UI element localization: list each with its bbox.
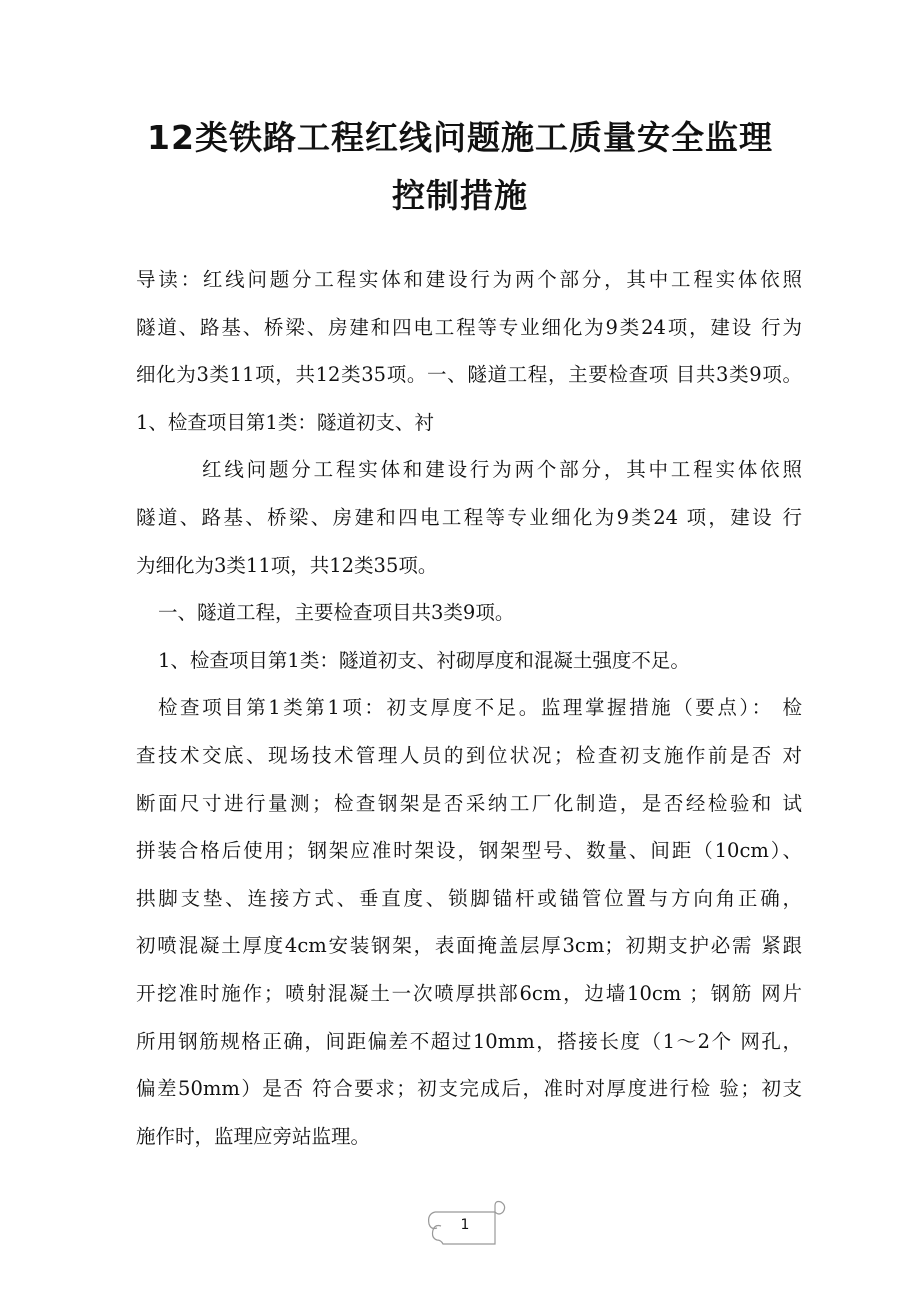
paragraph-line: 隧道、路基、桥梁、房建和四电工程等专业细化为9类24项，建设 行为 xyxy=(136,315,802,339)
paragraph-line: 所用钢筋规格正确，间距偏差不超过10mm，搭接长度（1～2个 网孔， xyxy=(136,1029,802,1053)
paragraph-line: 为细化为3类11项，共12类35项。 xyxy=(136,553,438,577)
paragraph-line: 红线问题分工程实体和建设行为两个部分，其中工程实体依照 xyxy=(202,458,802,482)
paragraph-line: 一、隧道工程，主要检查项目共3类9项。 xyxy=(158,601,515,625)
paragraph-line: 断面尺寸进行量测；检查钢架是否采纳工厂化制造，是否经检验和 试 xyxy=(136,791,802,815)
paragraph-line: 初喷混凝土厚度4cm安装钢架，表面掩盖层厚3cm；初期支护必需 紧跟 xyxy=(136,934,802,958)
paragraph-line: 细化为3类11项，共12类35项。一、隧道工程，主要检查项 目共3类9项。 xyxy=(136,363,802,387)
document-title-line-2: 控制措施 xyxy=(392,176,528,215)
paragraph-line: 偏差50mm）是否 符合要求；初支完成后，准时对厚度进行检 验；初支 xyxy=(136,1077,802,1101)
paragraph-line: 开挖准时施作；喷射混凝土一次喷厚拱部6cm，边墙10cm ；钢筋 网片 xyxy=(136,982,802,1005)
page-footer xyxy=(423,1200,507,1246)
paragraph-line: 隧道、路基、桥梁、房建和四电工程等专业细化为9类24 项，建设 行 xyxy=(136,506,802,529)
paragraph-line: 导读：红线问题分工程实体和建设行为两个部分，其中工程实体依照 xyxy=(136,268,802,291)
paragraph-line: 1、检查项目第1类：隧道初支、衬砌厚度和混凝土强度不足。 xyxy=(158,648,690,672)
paragraph-line: 拱脚支垫、连接方式、垂直度、锁脚锚杆或锚管位置与方向角正确， xyxy=(136,886,802,910)
paragraph-line: 1、检查项目第1类：隧道初支、衬 xyxy=(136,410,434,434)
document-title-line-1: 12类铁路工程红线问题施工质量安全监理 xyxy=(147,118,773,157)
paragraph-line: 拼装合格后使用；钢架应准时架设，钢架型号、数量、间距（10cm）、 xyxy=(136,839,802,863)
paragraph-line: 施作时，监理应旁站监理。 xyxy=(136,1124,371,1148)
paragraph-line: 查技术交底、现场技术管理人员的到位状况；检查初支施作前是否 对 xyxy=(136,744,802,767)
page-number: 1 xyxy=(460,1217,470,1233)
paragraph-line: 检查项目第1类第1项：初支厚度不足。监理掌握措施（要点）： 检 xyxy=(158,696,802,720)
